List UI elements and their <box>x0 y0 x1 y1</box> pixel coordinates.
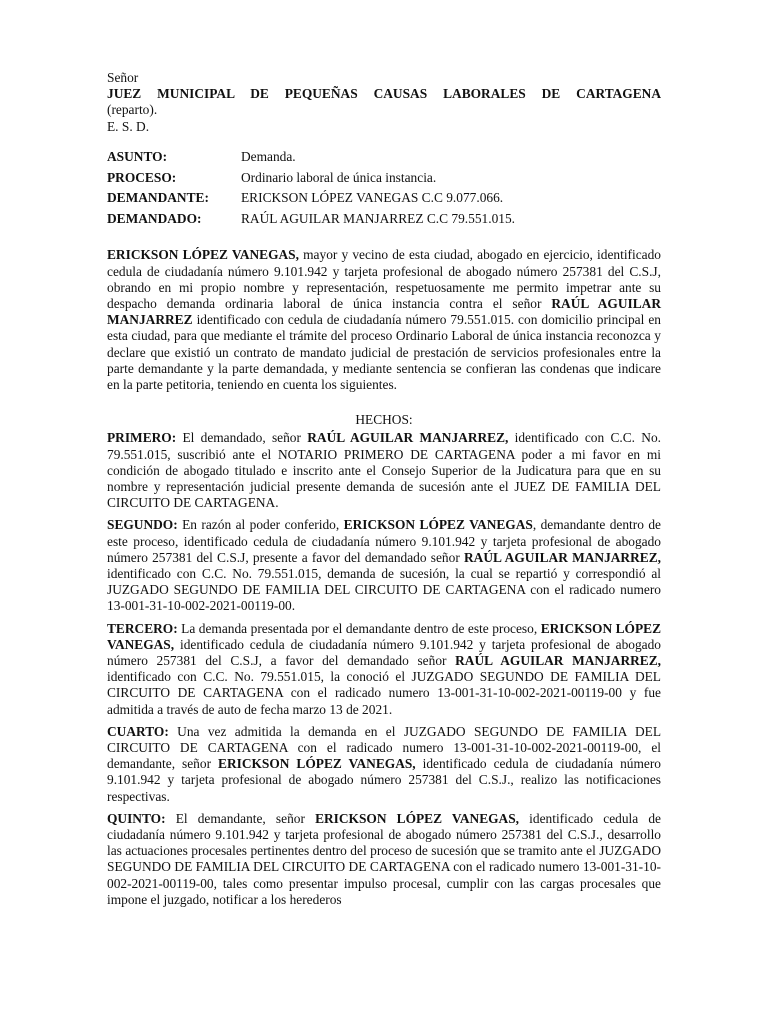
hecho-cuarto <box>107 724 661 805</box>
esd-line: E. S. D. <box>107 118 150 134</box>
hecho-text: El demandado, señor <box>176 430 308 446</box>
document-page <box>107 70 661 914</box>
hecho-bold: ERICKSON LÓPEZ VANEGAS, <box>218 756 416 772</box>
hecho-label: SEGUNDO: <box>107 517 178 533</box>
defendant-name: RAÚL AGUILAR MANJARREZ <box>107 295 661 328</box>
hecho-text: identificado con C.C. No. 79.551.015, suscribió ante el NOTARIO PRIMERO DE CARTAGENA poder a mi favor en mi condición de abogado titulado e inscrito ante el Consejo Superior de la Judicatura para que en su nombre y representación judicial presente demanda de sucesión ante el JUEZ DE FAMILIA DEL CIRCUITO DE CARTAGENA. <box>107 430 661 511</box>
meta-value: ERICKSON LÓPEZ VANEGAS C.C 9.077.066. <box>241 190 504 206</box>
meta-row-proceso <box>107 170 661 186</box>
meta-label: DEMANDADO: <box>107 211 202 227</box>
hecho-bold: RAÚL AGUILAR MANJARREZ, <box>307 430 509 446</box>
hecho-label: CUARTO: <box>107 723 169 739</box>
meta-row-demandante <box>107 190 661 206</box>
addressee-block <box>107 70 661 135</box>
meta-label: PROCESO: <box>107 169 177 185</box>
hecho-primero <box>107 430 661 511</box>
hecho-label: QUINTO: <box>107 810 166 826</box>
hecho-quinto <box>107 811 661 908</box>
hecho-text: identificado cedula de ciudadanía número 9.101.942 y tarjeta profesional de abogado número 257381 del C.S.J, a favor del demandado señor <box>107 636 661 669</box>
hecho-bold: ERICKSON LÓPEZ VANEGAS, <box>107 620 662 652</box>
intro-text: identificado con cedula de ciudadanía número 79.551.015. con domicilio principal en esta ciudad, para que mediante el trámite del proceso Ordinario Laboral de única instancia reconozca y declare que existió un contrato de mandato judicial de prestación de servicios profesionales entre la parte demandante y la parte demandada, y mediante sentencia se confieran las condenas que indicare en la parte petitoria, teniendo en cuenta los siguientes. <box>107 312 661 392</box>
meta-value: Ordinario laboral de única instancia. <box>241 169 437 185</box>
hecho-text: La demanda presentada por el demandante dentro de este proceso, <box>177 620 541 636</box>
hecho-text: Una vez admitida la demanda en el JUZGADO SEGUNDO DE FAMILIA DEL CIRCUITO DE CARTAGENA con el radicado numero 13-001-31-10-002-2021-00119-00, el demandante, señor <box>107 723 661 772</box>
meta-row-demandado <box>107 211 661 227</box>
meta-label: ASUNTO: <box>107 148 168 164</box>
hecho-text: identificado con C.C. No. 79.551.015, demanda de sucesión, la cual se repartió y correspondió al JUZGADO SEGUNDO DE FAMILIA DEL CIRCUITO DE CARTAGENA con el radicado numero 13-001-31-10-002-2021-00119-00. <box>107 566 661 614</box>
hecho-text: El demandante, señor <box>165 810 316 826</box>
salutation: Señor <box>107 70 139 85</box>
hecho-label: TERCERO: <box>107 620 178 636</box>
court-name: JUEZ MUNICIPAL DE PEQUEÑAS CAUSAS LABORALES DE CARTAGENA <box>107 86 661 102</box>
hecho-text: identificado con C.C. No. 79.551.015, la conoció el JUZGADO SEGUNDO DE FAMILIA DEL CIRCUITO DE CARTAGENA con el radicado numero 13-001-31-10-002-2021-00119-00 y fue admitida a través de auto de fecha marzo 13 de 2021. <box>107 669 661 717</box>
intro-text: mayor y vecino de esta ciudad, abogado en ejercicio, identificado cedula de ciudadanía número 9.101.942 y tarjeta profesional de abogado número 257381 del C.S.J, obrando en mi propio nombre y representación, respetuosamente me permito impetrar ante su despacho demanda ordinaria laboral de única instancia contra el señor <box>107 247 661 311</box>
meta-label: DEMANDANTE: <box>107 190 209 206</box>
hecho-segundo <box>107 517 661 614</box>
hecho-bold: ERICKSON LÓPEZ VANEGAS, <box>315 810 520 826</box>
hechos-heading: HECHOS: <box>355 412 413 428</box>
hecho-bold: RAÚL AGUILAR MANJARREZ, <box>455 653 662 669</box>
hecho-bold: ERICKSON LÓPEZ VANEGAS <box>343 517 533 533</box>
meta-value: Demanda. <box>241 148 296 164</box>
reparto-note: (reparto). <box>107 102 158 118</box>
meta-row-asunto <box>107 149 661 165</box>
plaintiff-name: ERICKSON LÓPEZ VANEGAS, <box>107 247 299 263</box>
case-metadata <box>107 149 661 228</box>
hecho-label: PRIMERO: <box>107 430 177 446</box>
meta-value: RAÚL AGUILAR MANJARREZ C.C 79.551.015. <box>241 211 516 227</box>
hecho-text: identificado cedula de ciudadanía número 9.101.942 y tarjeta profesional de abogado número 257381 del C.S.J., realizo las notificaciones respectivas. <box>107 756 661 804</box>
hecho-text: , demandante dentro de este proceso, identificado cedula de ciudadanía número 9.101.942 y tarjeta profesional de abogado número 257381 del C.S.J, presente a favor del demandado señor <box>107 517 661 565</box>
hecho-text: En razón al poder conferido, <box>177 517 344 533</box>
hecho-bold: RAÚL AGUILAR MANJARREZ, <box>463 549 661 565</box>
intro-paragraph <box>107 247 661 393</box>
hecho-tercero <box>107 621 661 718</box>
hecho-text: identificado cedula de ciudadanía número 9.101.942 y tarjeta profesional de abogado número 257381 del C.S.J., desarrollo las actuaciones procesales pertinentes dentro del proceso de sucesión que se tramito ante el JUZGADO SEGUNDO DE FAMILIA DEL CIRCUITO DE CARTAGENA con el radicado numero 13-001-31-10-002-2021-00119-00, tales como presentar impulso procesal, cumplir con las cargas procesales que impone el juzgado, notificar a los herederos <box>107 810 661 907</box>
